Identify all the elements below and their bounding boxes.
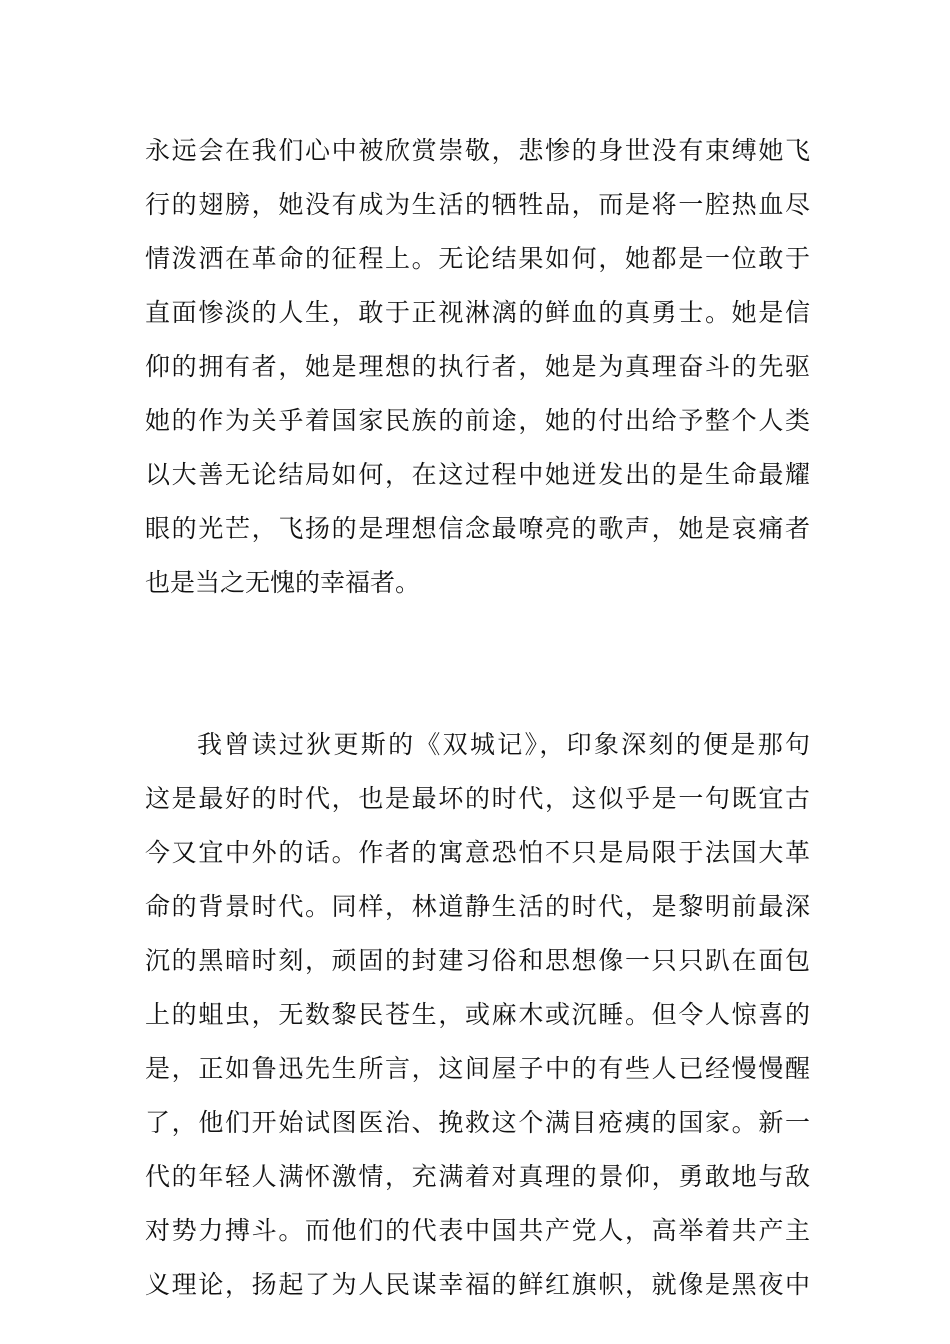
text-line: 眼的光芒，飞扬的是理想信念最嘹亮的歌声，她是哀痛者 bbox=[145, 514, 810, 543]
text-line: 我曾读过狄更斯的《双城记》，印象深刻的便是那句 bbox=[197, 730, 810, 759]
text-line: 情泼洒在革命的征程上。无论结果如何，她都是一位敢于 bbox=[145, 244, 810, 273]
text-line: 也是当之无愧的幸福者。 bbox=[145, 568, 421, 597]
text-line: 命的背景时代。同样，林道静生活的时代，是黎明前最深 bbox=[145, 892, 810, 921]
text-line: 了，他们开始试图医治、挽救这个满目疮痍的国家。新一 bbox=[145, 1108, 810, 1137]
text-line: 义理论，扬起了为人民谋幸福的鲜红旗帜，就像是黑夜中 bbox=[145, 1270, 810, 1299]
text-line: 以大善无论结局如何，在这过程中她迸发出的是生命最耀 bbox=[145, 460, 810, 489]
text-line: 直面惨淡的人生，敢于正视淋漓的鲜血的真勇士。她是信 bbox=[145, 298, 810, 327]
text-line: 沉的黑暗时刻，顽固的封建习俗和思想像一只只趴在面包 bbox=[145, 946, 810, 975]
text-line: 代的年轻人满怀激情，充满着对真理的景仰，勇敢地与敌 bbox=[145, 1162, 810, 1191]
text-line: 行的翅膀，她没有成为生活的牺牲品，而是将一腔热血尽 bbox=[145, 190, 810, 219]
text-line: 上的蛆虫，无数黎民苍生，或麻木或沉睡。但令人惊喜的 bbox=[145, 1000, 810, 1029]
text-line: 这是最好的时代，也是最坏的时代，这似乎是一句既宜古 bbox=[145, 784, 810, 813]
text-line: 仰的拥有者，她是理想的执行者，她是为真理奋斗的先驱 bbox=[145, 352, 810, 381]
text-line: 是，正如鲁迅先生所言，这间屋子中的有些人已经慢慢醒 bbox=[145, 1054, 810, 1083]
text-line: 对势力搏斗。而他们的代表中国共产党人，高举着共产主 bbox=[145, 1216, 810, 1245]
text-line: 她的作为关乎着国家民族的前途，她的付出给予整个人类 bbox=[145, 406, 810, 435]
text-line: 今又宜中外的话。作者的寓意恐怕不只是局限于法国大革 bbox=[145, 838, 810, 867]
text-line: 永远会在我们心中被欣赏崇敬，悲惨的身世没有束缚她飞 bbox=[145, 136, 810, 165]
